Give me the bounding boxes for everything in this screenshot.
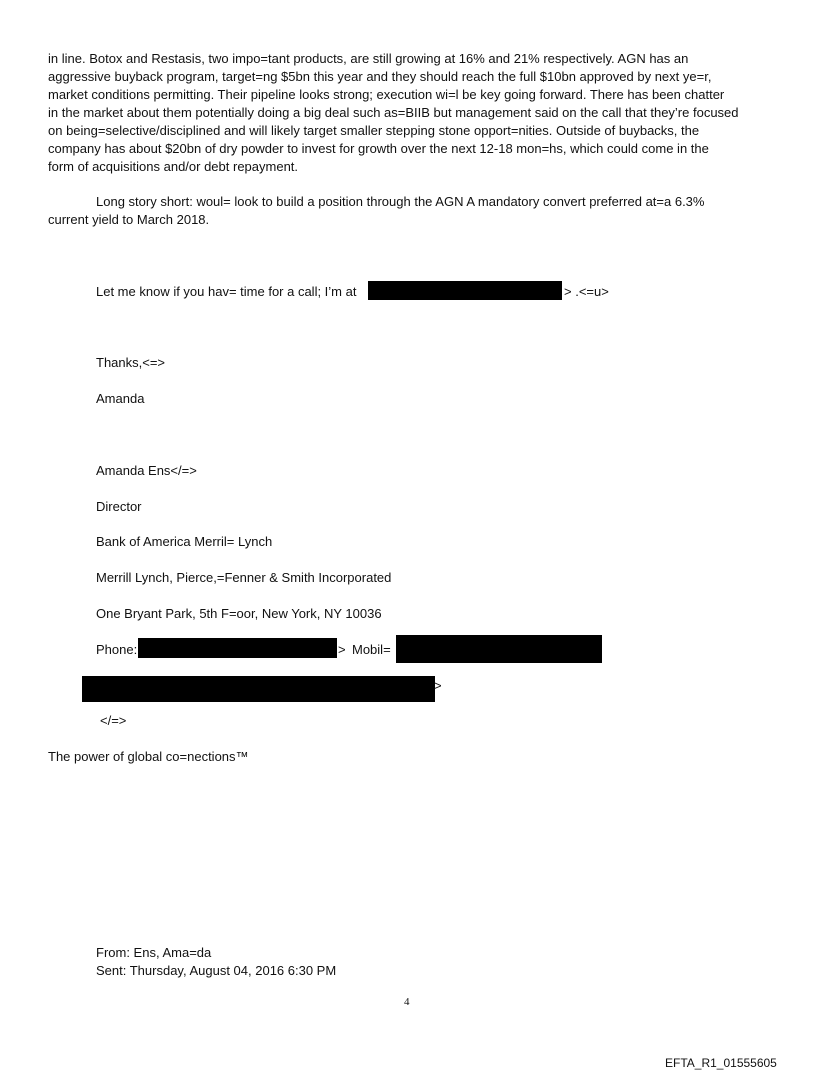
redaction-bar: [396, 635, 602, 663]
redaction-bar: [138, 638, 337, 658]
signature-tagline: The power of global co=nections™: [48, 749, 249, 764]
page-number: 4: [404, 996, 410, 1008]
signature-title: Director: [96, 499, 142, 514]
paragraph-line: in the market about them potentially doing a big deal such as=BIIB but management said on the call that they’re focused: [48, 105, 739, 120]
paragraph-line: in line. Botox and Restasis, two impo=tant products, are still growing at 16% and 21% respectively. AGN has an: [48, 51, 689, 66]
signature-company: Bank of America Merril= Lynch: [96, 534, 273, 549]
signature-legal-entity: Merrill Lynch, Pierce,=Fenner & Smith Incorporated: [96, 570, 392, 585]
paragraph-line: company has about $20bn of dry powder to invest for growth over the next 12-18 mon=hs, which could come in the: [48, 141, 709, 156]
phone-tail: >: [338, 642, 346, 657]
closing-thanks: Thanks,<=>: [96, 355, 166, 370]
document-id: EFTA_R1_01555605: [665, 1056, 777, 1070]
paragraph-line: market conditions permitting. Their pipeline looks strong; execution wi=l be key going forward. There has been chatter: [48, 87, 725, 102]
signature-address: One Bryant Park, 5th F=oor, New York, NY 10036: [96, 606, 382, 621]
email-tail: >: [434, 678, 442, 693]
mobile-label: Mobil=: [352, 642, 391, 657]
paragraph-line: form of acquisitions and/or debt repayment.: [48, 159, 299, 174]
redaction-bar: [368, 281, 562, 300]
paragraph-line: aggressive buyback program, target=ng $5bn this year and they should reach the full $10bn approved by next ye=r,: [48, 69, 712, 84]
paragraph-line: current yield to March 2018.: [48, 212, 210, 227]
forward-sent: Sent: Thursday, August 04, 2016 6:30 PM: [96, 963, 337, 978]
closing-name: Amanda: [96, 391, 145, 406]
call-request-suffix: > .<=u>: [564, 284, 609, 299]
call-request-text: Let me know if you hav= time for a call; I’m at: [96, 284, 357, 299]
forward-from: From: Ens, Ama=da: [96, 945, 212, 960]
signature-close-tag: </=>: [100, 713, 127, 728]
redaction-bar: [82, 676, 435, 702]
phone-label: Phone:: [96, 642, 138, 657]
paragraph-line: Long story short: woul= look to build a position through the AGN A mandatory convert preferred at=a 6.3%: [96, 194, 705, 209]
paragraph-line: on being=selective/disciplined and will likely target smaller stepping stone opport=nities. Outside of buybacks, the: [48, 123, 700, 138]
signature-full-name: Amanda Ens</=>: [96, 463, 197, 478]
